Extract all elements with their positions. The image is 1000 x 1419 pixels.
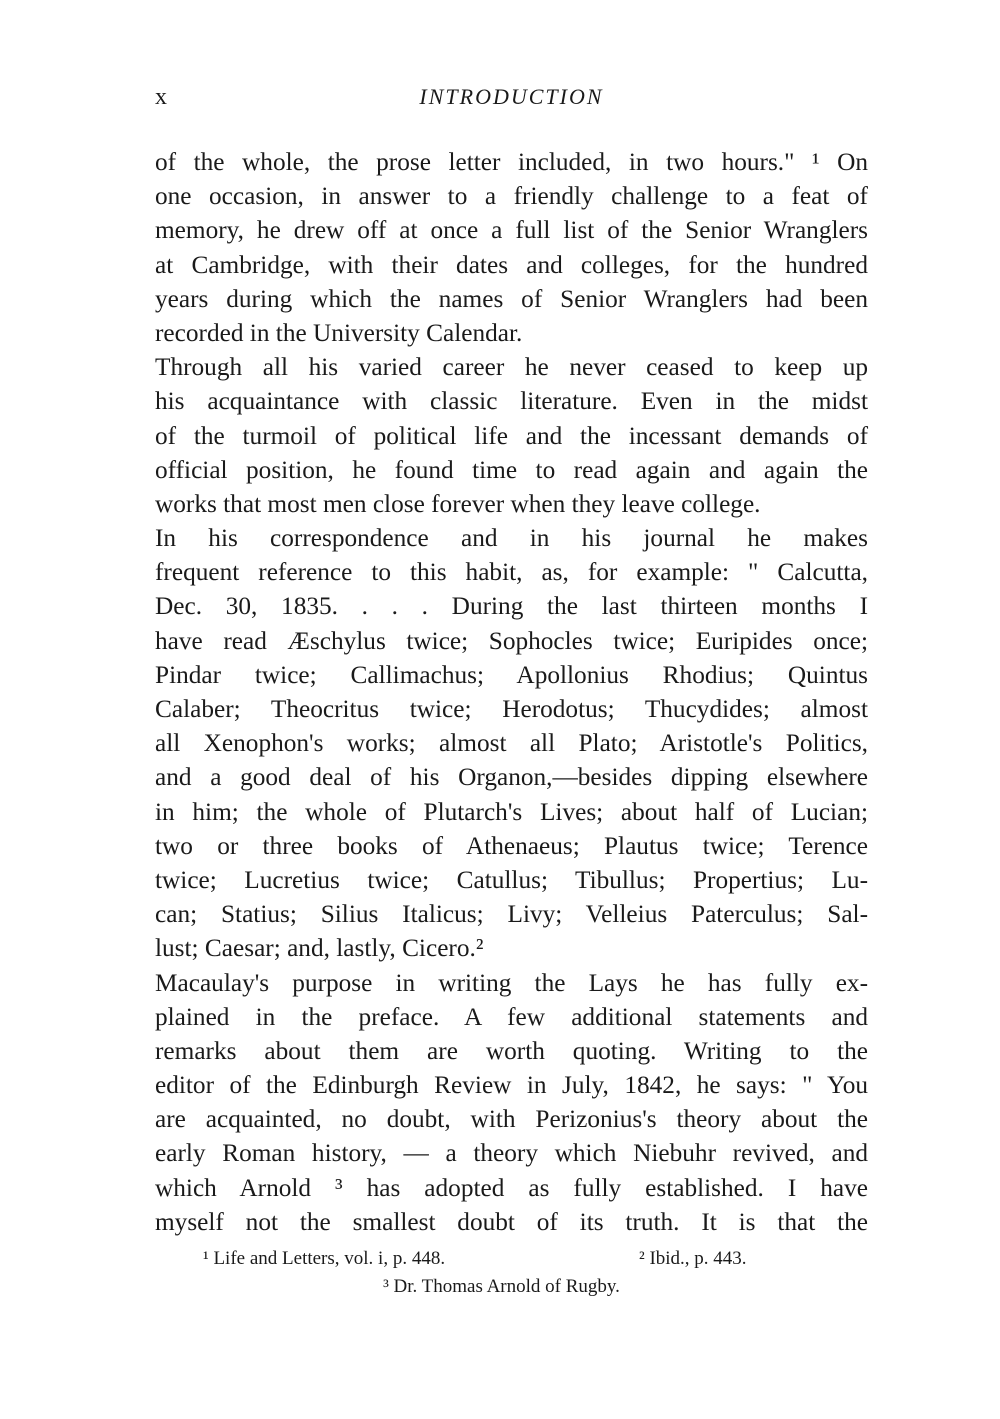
text-line: two or three books of Athenaeus; Plautus twice; Terence — [155, 831, 868, 860]
text-line: plained in the preface. A few additional statements and — [155, 1002, 868, 1031]
text-line: works that most men close forever when they leave college. — [155, 489, 761, 518]
text-line: which Arnold ³ has adopted as fully established. I have — [155, 1173, 868, 1202]
body-text — [155, 145, 868, 1239]
running-head: INTRODUCTION — [419, 84, 604, 109]
text-line: frequent reference to this habit, as, for example: " Calcutta, — [155, 558, 868, 587]
text-line: in him; the whole of Plutarch's Lives; about half of Lucian; — [155, 797, 868, 826]
text-line: years during which the names of Senior Wranglers had been — [155, 284, 868, 313]
text-line: twice; Lucretius twice; Catullus; Tibullus; Propertius; Lu- — [155, 865, 868, 894]
text-line: recorded in the University Calendar. — [155, 318, 523, 347]
text-line: have read Æschylus twice; Sophocles twice; Euripides once; — [155, 626, 868, 655]
text-line: Dec. 30, 1835. . . . During the last thirteen months I — [155, 592, 868, 621]
text-line: Calaber; Theocritus twice; Herodotus; Thucydides; almost — [155, 695, 868, 723]
text-line: Macaulay's purpose in writing the Lays he has fully ex- — [155, 968, 868, 997]
footnote-2: ² Ibid., p. 443. — [639, 1248, 747, 1269]
page-header — [155, 84, 868, 118]
text-line: and a good deal of his Organon,—besides dipping elsewhere — [155, 763, 868, 792]
text-line: early Roman history, — a theory which Niebuhr revived, and — [155, 1139, 868, 1168]
text-line: lust; Caesar; and, lastly, Cicero.² — [155, 934, 484, 963]
text-line: one occasion, in answer to a friendly challenge to a feat of — [155, 182, 868, 211]
text-line: In his correspondence and in his journal he makes — [155, 524, 868, 553]
text-line: editor of the Edinburgh Review in July, 1842, he says: " You — [155, 1071, 868, 1100]
text-line: at Cambridge, with their dates and colleges, for the hundred — [155, 250, 868, 279]
text-line: all Xenophon's works; almost all Plato; Aristotle's Politics, — [155, 729, 868, 758]
text-line: official position, he found time to read again and again the — [155, 455, 868, 484]
text-line: myself not the smallest doubt of its truth. It is that the — [155, 1207, 868, 1236]
text-line: his acquaintance with classic literature. Even in the midst — [155, 387, 868, 416]
footnotes — [155, 1245, 868, 1301]
text-line: are acquainted, no doubt, with Perizonius's theory about the — [155, 1105, 868, 1134]
text-line: Pindar twice; Callimachus; Apollonius Rhodius; Quintus — [155, 660, 868, 689]
text-line: remarks about them are worth quoting. Writing to the — [155, 1036, 868, 1065]
text-line: of the turmoil of political life and the incessant demands of — [155, 421, 868, 450]
text-line: memory, he drew off at once a full list of the Senior Wranglers — [155, 216, 868, 245]
text-line: of the whole, the prose letter included, in two hours." ¹ On — [155, 148, 868, 176]
footnote-1: ¹ Life and Letters, vol. i, p. 448. — [203, 1248, 446, 1269]
footnote-3: ³ Dr. Thomas Arnold of Rugby. — [383, 1276, 620, 1297]
page-number: x — [155, 84, 168, 110]
text-line: Through all his varied career he never ceased to keep up — [155, 353, 868, 382]
text-line: can; Statius; Silius Italicus; Livy; Velleius Paterculus; Sal- — [155, 900, 868, 929]
